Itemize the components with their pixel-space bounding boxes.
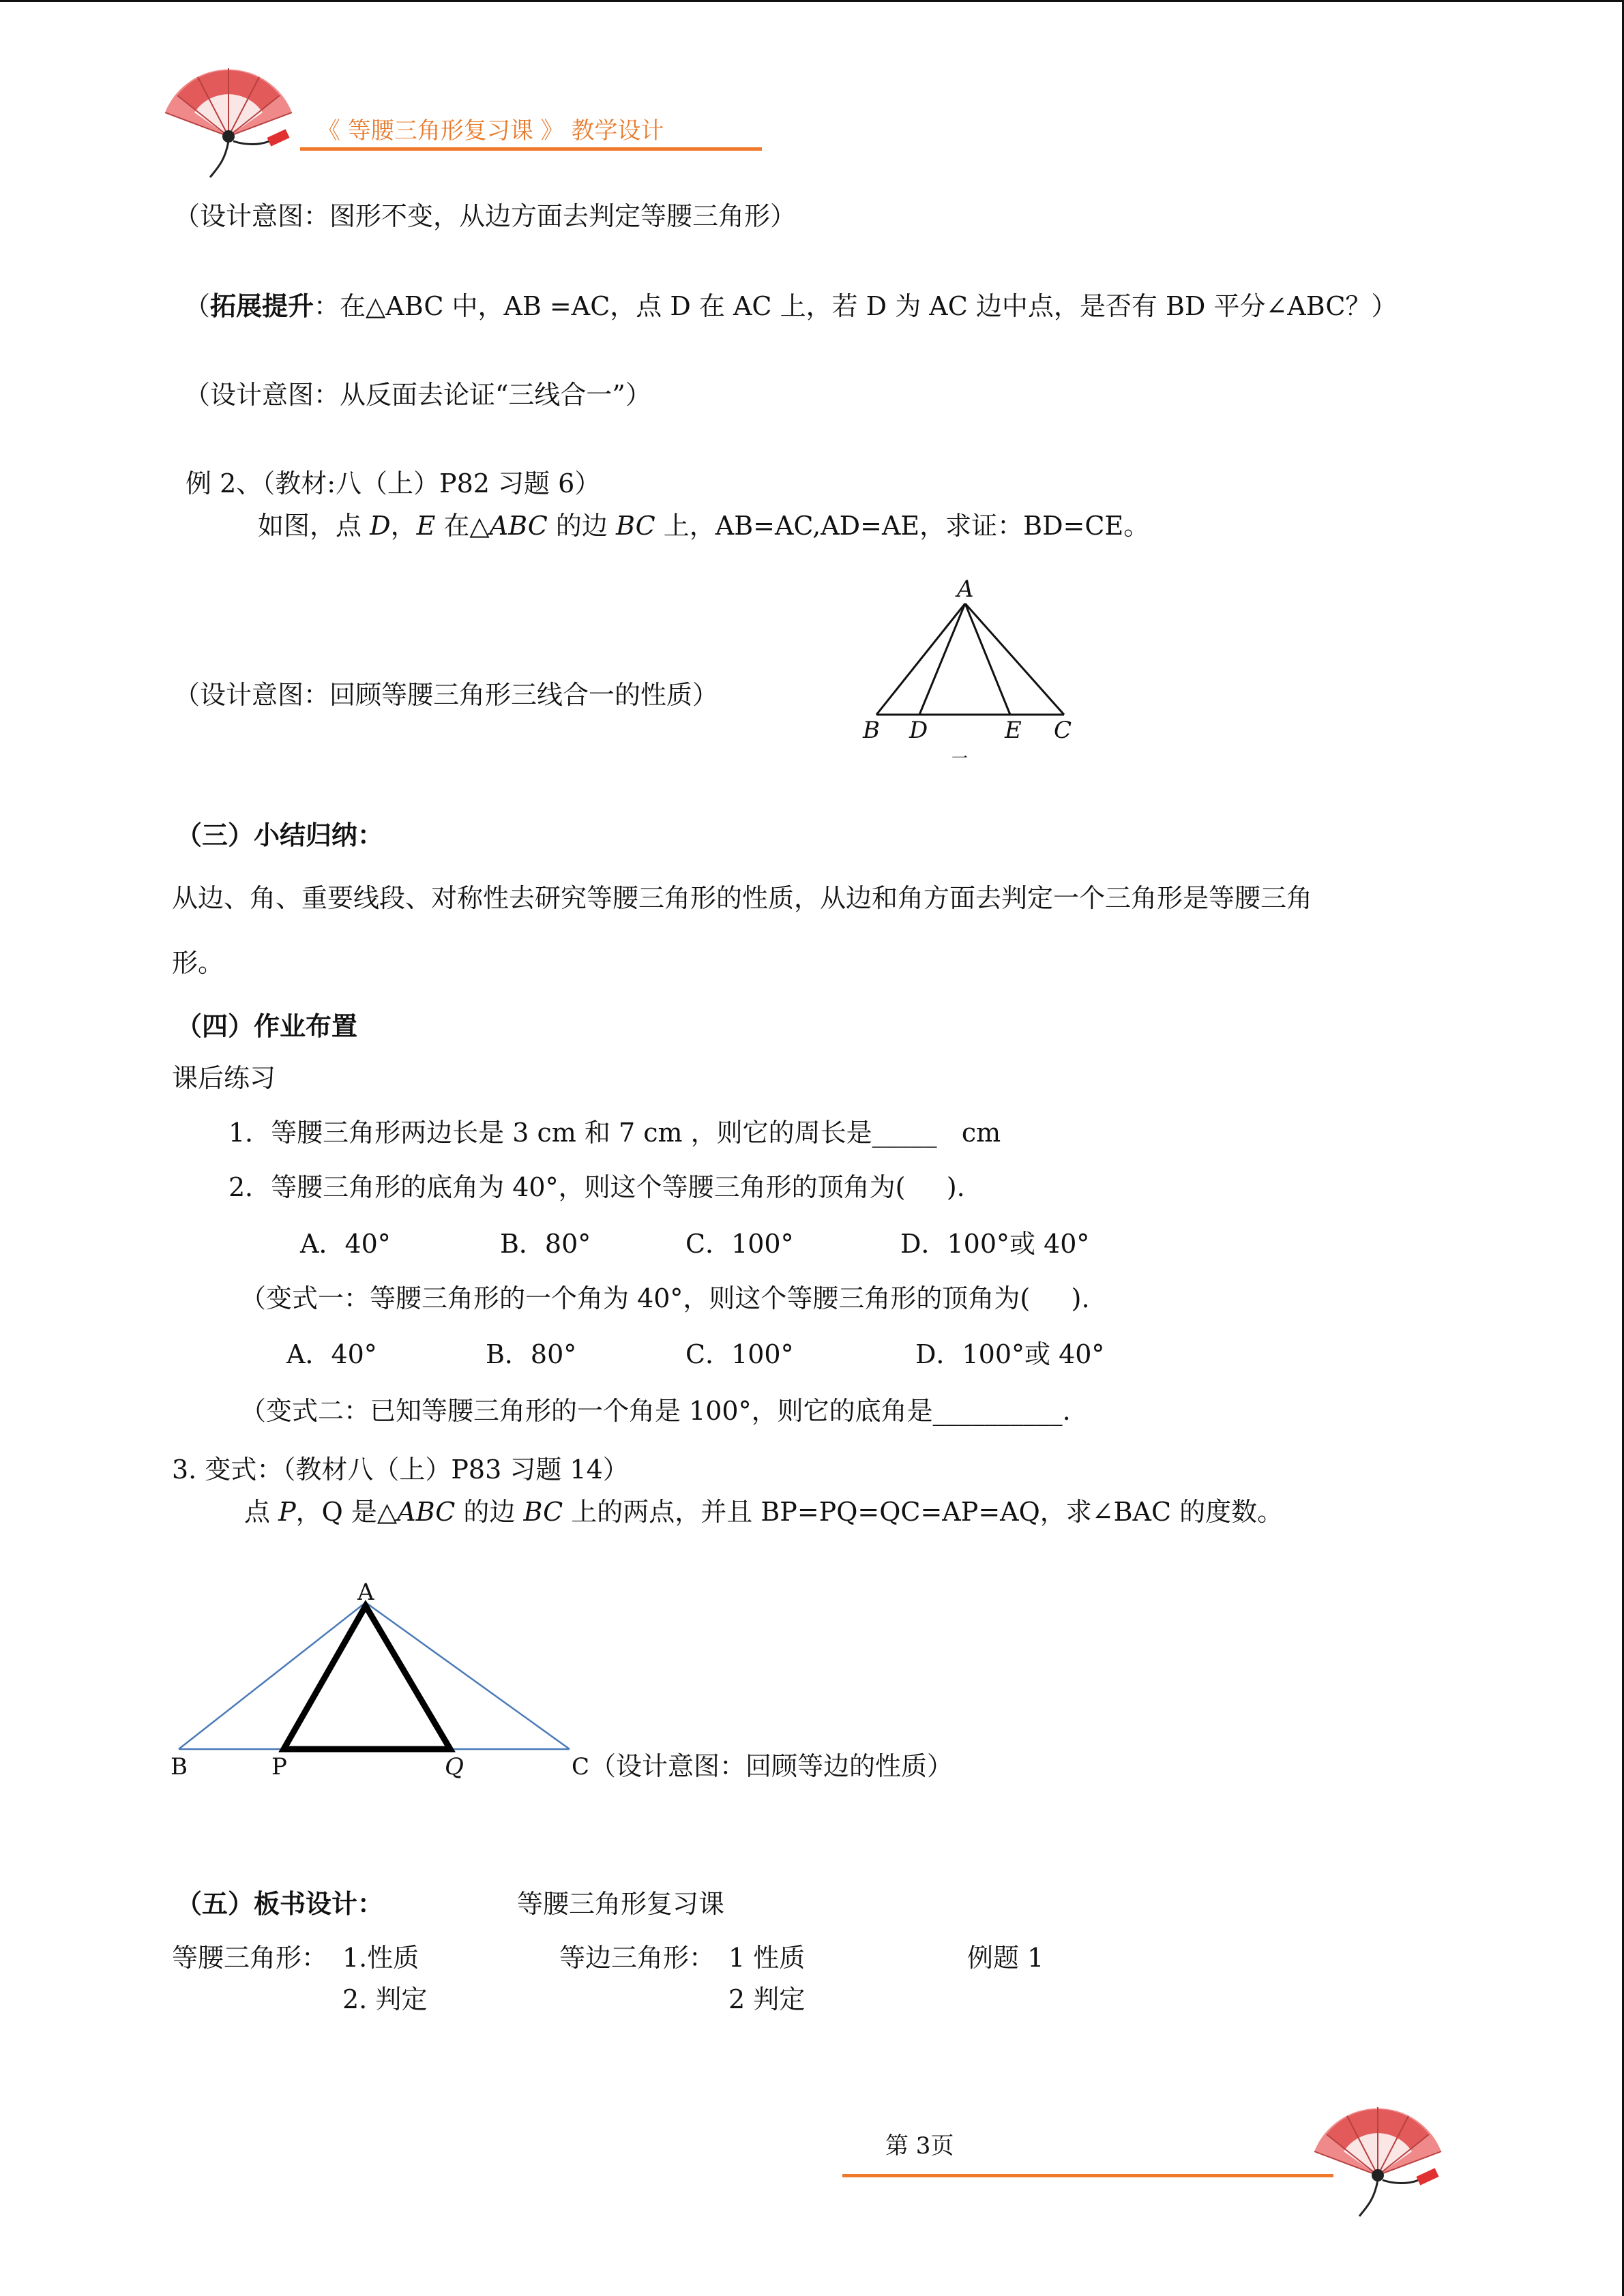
extension-open: （: [184, 291, 211, 321]
q3-p3: 的边: [455, 1497, 524, 1527]
q3-p1: 点: [244, 1497, 279, 1527]
board-col2-item-1: 1 性质: [728, 1943, 806, 1973]
q2-option-b: B．80°: [500, 1229, 591, 1259]
ex2-p3: 在△: [435, 511, 490, 541]
extension-question: [184, 290, 1398, 321]
variant1-option-a: A．40°: [286, 1339, 377, 1369]
variant1-option-b: B．80°: [486, 1339, 577, 1369]
ex2-p2: ，: [390, 511, 417, 541]
q2-option-c: C．100°: [685, 1229, 794, 1259]
board-col1-head: 等腰三角形：: [172, 1943, 328, 1973]
board-col1-item-1: 1.性质: [342, 1943, 419, 1973]
fig1-side-ac: [965, 603, 1064, 715]
board-col2-head: 等边三角形：: [559, 1943, 715, 1973]
fig2-side-ac: [366, 1602, 570, 1749]
variant1-option-c: C．100°: [685, 1339, 794, 1369]
fig2-label-p: P: [271, 1753, 287, 1780]
q3-p: P: [278, 1497, 296, 1527]
ex2-abc: ABC: [489, 511, 548, 541]
q3-p2: ，Q 是△: [295, 1497, 398, 1527]
header-rule: [300, 147, 762, 151]
fig1-label-c: C: [1054, 717, 1072, 744]
page-border-top: [0, 0, 1624, 2]
fig2-label-b: B: [171, 1753, 188, 1780]
fig2-label-c: C: [572, 1753, 590, 1780]
ex2-p1: 如图，点: [258, 511, 370, 541]
homework-label: 课后练习: [172, 1063, 276, 1093]
ex2-d: D: [370, 511, 391, 541]
q2-option-a: A．40°: [300, 1229, 391, 1259]
folding-fan-icon: [157, 65, 300, 184]
design-intent-1: （设计意图：图形不变，从边方面去判定等腰三角形）: [174, 201, 797, 231]
board-col1-item-2: 2. 判定: [342, 1984, 428, 2014]
fig1-label-b: B: [863, 717, 880, 744]
question-3-title: 3. 变式：（教材八（上）P83 习题 14）: [172, 1455, 629, 1485]
header-title: 《 等腰三角形复习课 》 教学设计: [317, 117, 664, 145]
summary-line-2: 形。: [172, 948, 224, 978]
design-intent-4: （设计意图：回顾等边的性质）: [590, 1751, 954, 1781]
fig1-label-e: E: [1005, 717, 1022, 744]
ex2-e: E: [416, 511, 436, 541]
summary-line-1: 从边、角、重要线段、对称性去研究等腰三角形的性质，从边和角方面去判定一个三角形是等腰三角: [172, 883, 1313, 913]
ex2-p5: 上，AB=AC,AD=AE，求证：BD=CE。: [655, 511, 1150, 541]
fig1-label-d: D: [909, 717, 928, 744]
fig2-label-q: Q: [445, 1753, 464, 1780]
board-title: 等腰三角形复习课: [517, 1889, 725, 1919]
extension-label: 拓展提升: [210, 290, 314, 321]
q3-abc: ABC: [397, 1497, 456, 1527]
fig2-side-ab: [179, 1602, 366, 1749]
page-number: 第 3页: [885, 2132, 954, 2160]
question-2: 2．等腰三角形的底角为 40°，则这个等腰三角形的顶角为( ).: [228, 1172, 965, 1202]
figure-triangle-abc-de: [856, 573, 1091, 768]
question-1: 1．等腰三角形两边长是 3 cm 和 7 cm ，则它的周长是_____ cm: [228, 1118, 1001, 1148]
section-4-title: （四）作业布置: [176, 1011, 358, 1041]
board-col3-item: 例题 1: [967, 1943, 1044, 1973]
section-5-title: （五）板书设计：: [176, 1888, 384, 1919]
fig1-caption: 一: [951, 749, 968, 768]
ex2-p4: 的边: [547, 511, 616, 541]
ex2-bc: BC: [615, 511, 655, 541]
fig1-side-ab: [876, 603, 965, 715]
figure-triangle-apq: [164, 1575, 590, 1787]
q3-bc: BC: [523, 1497, 563, 1527]
question-3-text: [244, 1499, 1283, 1525]
design-intent-3: （设计意图：回顾等腰三角形三线合一的性质）: [174, 680, 719, 710]
design-intent-2: （设计意图：从反面去论证“三线合一”）: [184, 380, 651, 410]
fig2-label-a: A: [357, 1579, 374, 1606]
q3-p4: 上的两点，并且 BP=PQ=QC=AP=AQ，求∠BAC 的度数。: [563, 1497, 1284, 1527]
extension-text: ：在△ABC 中，AB =AC，点 D 在 AC 上，若 D 为 AC 边中点，是否有 BD 平分∠ABC？）: [314, 291, 1398, 321]
q2-option-d: D．100°或 40°: [900, 1229, 1090, 1259]
folding-fan-icon-footer: [1306, 2104, 1449, 2223]
example-2-title: 例 2、（教材:八（上）P82 习题 6）: [186, 468, 601, 498]
fig1-segment-ae: [965, 603, 1010, 715]
example-2-text: [258, 513, 1149, 539]
footer-rule: [842, 2174, 1333, 2177]
fig2-triangle-apq: [284, 1606, 450, 1749]
fig1-segment-ad: [919, 603, 965, 715]
board-col2-item-2: 2 判定: [728, 1984, 806, 2014]
variant1-option-d: D．100°或 40°: [915, 1339, 1105, 1369]
variant-2: （变式二：已知等腰三角形的一个角是 100°，则它的底角是__________.: [240, 1396, 1071, 1426]
section-3-title: （三）小结归纳：: [176, 820, 384, 850]
variant-1: （变式一：等腰三角形的一个角为 40°，则这个等腰三角形的顶角为( ).: [240, 1283, 1090, 1313]
fig1-label-a: A: [957, 576, 974, 603]
